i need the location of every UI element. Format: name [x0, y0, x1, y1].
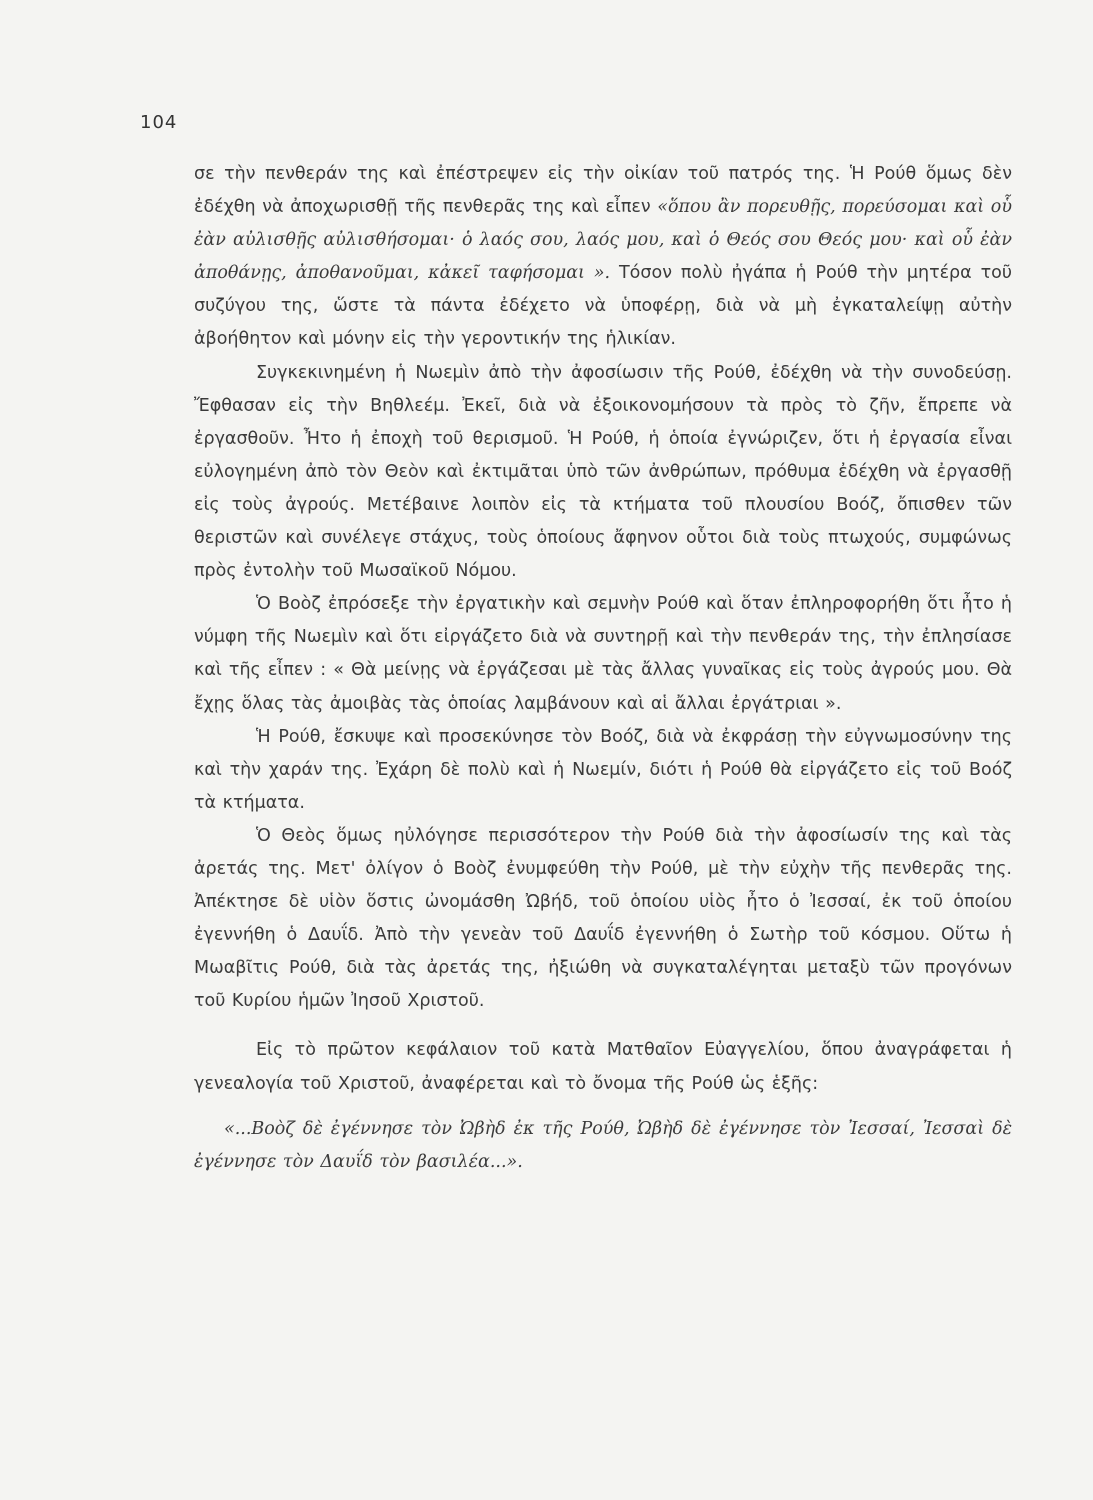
genealogy-quote: «...Βοὸζ δὲ ἐγέννησε τὸν Ὠβὴδ ἐκ τῆς Ρούθ, Ὠβὴδ δὲ ἐγέννησε τὸν Ἰεσσαί, Ἰεσσαὶ δὲ ἐγέννησε τὸν Δαυΐδ τὸν βασιλέα...». — [194, 1118, 1012, 1172]
ruth-vow-quote: «ὅπου ἂν πορευθῇς, πορεύσομαι καὶ οὗ ἐὰν αὐλισθῇς αὐλισθήσομαι· ὁ λαός σου, λαός μου, καὶ ὁ Θεός σου Θεός μου· καὶ οὗ ἐὰν ἀποθάνῃς, ἀποθανοῦμαι, κἀκεῖ ταφήσομαι ». — [194, 197, 1012, 284]
paragraph-3: Ὁ Βοὸζ ἐπρόσεξε τὴν ἐργατικὴν καὶ σεμνὴν Ρούθ καὶ ὅταν ἐπληροφορήθη ὅτι ἦτο ἡ νύμφη τῆς Νωεμὶν καὶ ὅτι εἰργάζετο διὰ νὰ συντηρῇ καὶ τὴν πενθεράν της, τὴν ἐπλησίασε καὶ τῆς εἶπεν : « Θὰ μείνῃς νὰ ἐργάζεσαι μὲ τὰς ἄλλας γυναῖκας εἰς τοὺς ἀγρούς μου. Θὰ ἔχῃς ὅλας τὰς ἀμοιβὰς τὰς ὁποίας λαμβάνουν καὶ αἱ ἄλλαι ἐργάτριαι ». — [194, 594, 1012, 714]
paragraph-1-tail: Τόσον πολὺ ἠγάπα ἡ Ρούθ τὴν μητέρα τοῦ συζύγου της, ὥστε τὰ πάντα ἐδέχετο νὰ ὑποφέρῃ, διὰ νὰ μὴ ἐγκαταλείψῃ αὐτὴν ἀβοήθητον καὶ μόνην εἰς τὴν γεροντικήν της ἡλικίαν. — [194, 263, 1012, 350]
paragraph-4: Ἡ Ρούθ, ἔσκυψε καὶ προσεκύνησε τὸν Βοόζ, διὰ νὰ ἐκφράσῃ τὴν εὐγνωμοσύνην της καὶ τὴν χαράν της. Ἐχάρη δὲ πολὺ καὶ ἡ Νωεμίν, διότι ἡ Ρούθ θὰ εἰργάζετο εἰς τοῦ Βοόζ τὰ κτήματα. — [194, 726, 1012, 813]
paragraph-1 — [194, 158, 1012, 357]
paragraph-6: Εἰς τὸ πρῶτον κεφάλαιον τοῦ κατὰ Ματθαῖον Εὐαγγελίου, ὅπου ἀναγράφεται ἡ γενεαλογία τοῦ Χριστοῦ, ἀναφέρεται καὶ τὸ ὄνομα τῆς Ρούθ ὡς ἑξῆς: — [194, 1040, 1012, 1094]
paragraph-1-lead: σε τὴν πενθεράν της καὶ ἐπέστρεψεν εἰς τὴν οἰκίαν τοῦ πατρός της. Ἡ Ρούθ ὅμως δὲν ἐδέχθη νὰ ἀποχωρισθῇ τῆς πενθερᾶς της καὶ εἶπεν — [194, 164, 1012, 218]
paragraph-5: Ὁ Θεὸς ὅμως ηὐλόγησε περισσότερον τὴν Ρούθ διὰ τὴν ἀφοσίωσίν της καὶ τὰς ἀρετάς της. Μετ' ὀλίγον ὁ Βοὸζ ἐνυμφεύθη τὴν Ρούθ, μὲ τὴν εὐχὴν τῆς πενθερᾶς της. Ἀπέκτησε δὲ υἱὸν ὅστις ὠνομάσθη Ὠβήδ, τοῦ ὁποίου υἱὸς ἦτο ὁ Ἰεσσαί, ἐκ τοῦ ὁποίου ἐγεννήθη ὁ Δαυΐδ. Ἀπὸ τὴν γενεὰν τοῦ Δαυΐδ ἐγεννήθη ὁ Σωτὴρ τοῦ κόσμου. Οὕτω ἡ Μωαβῖτις Ρούθ, διὰ τὰς ἀρετάς της, ἠξιώθη νὰ συγκαταλέγηται μεταξὺ τῶν προγόνων τοῦ Κυρίου ἡμῶν Ἰησοῦ Χριστοῦ. — [194, 825, 1012, 1012]
paragraph-2: Συγκεκινημένη ἡ Νωεμὶν ἀπὸ τὴν ἀφοσίωσιν τῆς Ρούθ, ἐδέχθη νὰ τὴν συνοδεύσῃ. Ἔφθασαν εἰς τὴν Βηθλεέμ. Ἐκεῖ, διὰ νὰ ἐξοικονομήσουν τὰ πρὸς τὸ ζῆν, ἔπρεπε νὰ ἐργασθοῦν. Ἦτο ἡ ἐποχὴ τοῦ θερισμοῦ. Ἡ Ρούθ, ἡ ὁποία ἐγνώριζεν, ὅτι ἡ ἐργασία εἶναι εὐλογημένη ἀπὸ τὸν Θεὸν καὶ ἐκτιμᾶται ὑπὸ τῶν ἀνθρώπων, πρόθυμα ἐδέχθη νὰ ἐργασθῇ εἰς τοὺς ἀγρούς. Μετέβαινε λοιπὸν εἰς τὰ κτήματα τοῦ πλουσίου Βοόζ, ὄπισθεν τῶν θεριστῶν καὶ συνέλεγε στάχυς, τοὺς ὁποίους ἄφηνον οὗτοι διὰ τοὺς πτωχούς, συμφώνως πρὸς ἐντολὴν τοῦ Μωσαϊκοῦ Νόμου. — [194, 362, 1012, 582]
body-text — [194, 158, 1012, 1179]
page-number: 104 — [140, 112, 178, 133]
